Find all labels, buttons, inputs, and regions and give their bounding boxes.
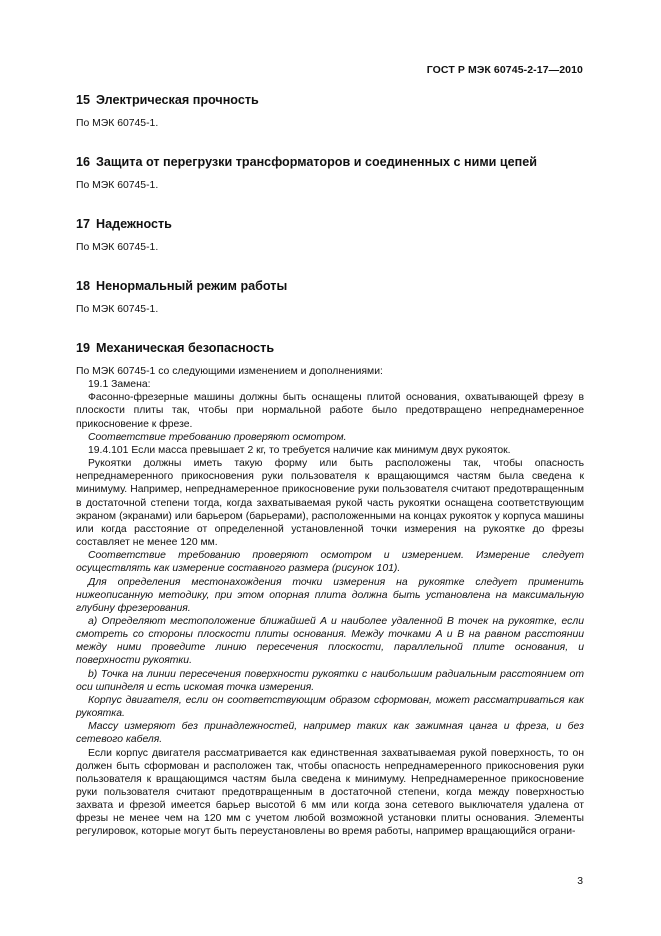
page-number: 3: [577, 876, 583, 887]
document-content: [76, 92, 584, 839]
section-number: 15: [76, 93, 91, 107]
section-16: [76, 154, 584, 192]
section-heading: [76, 154, 584, 170]
section-heading: [76, 216, 584, 232]
compliance-note: Соответствие требованию проверяют осмотром.: [88, 431, 347, 443]
section-15: [76, 92, 584, 130]
section-body: По МЭК 60745-1.: [76, 118, 159, 129]
section-number: 16: [76, 155, 91, 169]
section-heading: [76, 92, 584, 108]
list-item-a: а) Определяют местоположение ближайшей A и наиболее удаленной B точек на рукоятке, если смотреть со стороны плоскости плиты основания. Между точками A и B на равном расстоянии между ними проведите линию пересечения плоскости, параллельной плите основания, и поверхности рукоятки.: [76, 615, 584, 667]
paragraph: Корпус двигателя, если он соответствующим образом сформован, может рассматриваться как рукоятка.: [76, 694, 584, 720]
section-title: Защита от перегрузки трансформаторов и соединенных с ними цепей: [96, 155, 538, 169]
section-title: Электрическая прочность: [96, 93, 259, 107]
section-19: [76, 340, 584, 839]
paragraph: По МЭК 60745-1 со следующими изменением и дополнениями:: [76, 366, 383, 377]
paragraph: Рукоятки должны иметь такую форму или быть расположены так, чтобы опасность непреднамеренного прикосновения руки пользователя к вращающимся частям была сведена к минимуму. Например, непреднамеренное прикосновение руки пользователя считают предотвращенным в достаточной степени тогда, когда захватываемая рукой часть рукоятки оснащена соответствующим экраном (экранами) или барьером (барьерами), расположенными на концах рукояток у корпуса машины или когда расстояние от определенной установленной точки измерения на рукоятке до фрезы составляет не менее 120 мм.: [76, 458, 584, 549]
section-body: По МЭК 60745-1.: [76, 304, 159, 315]
section-number: 17: [76, 217, 91, 231]
section-body: По МЭК 60745-1.: [76, 242, 159, 253]
section-heading: [76, 278, 584, 294]
document-header: ГОСТ Р МЭК 60745-2-17—2010: [426, 64, 583, 76]
paragraph: 19.1 Замена:: [88, 379, 151, 391]
list-item-b: b) Точка на линии пересечения поверхности рукоятки с наибольшим радиальным расстоянием от оси шпинделя и есть искомая точка измерения.: [76, 668, 584, 693]
section-number: 19: [76, 341, 91, 355]
section-18: [76, 278, 584, 316]
section-17: [76, 216, 584, 254]
section-number: 18: [76, 279, 91, 293]
section-title: Ненормальный режим работы: [96, 279, 288, 293]
paragraph: Если корпус двигателя рассматривается как единственная захватываемая рукой поверхность, то он должен быть сформован и расположен так, чтобы опасность непреднамеренного прикосновения руки пользователя к вращающимся частям была сведена к минимуму. Непреднамеренное прикосновение руки пользователя считают предотвращенным в достаточной степени, когда между поверхностью захвата и фрезой имеется барьер высотой 6 мм или когда зона сетевого выключателя удалена от фрезы не менее чем на 120 мм с учетом любой возможной установки плиты основания. Элементы регулировок, которые могут быть переустановлены во время работы, например вращающийся ограни-: [76, 747, 584, 838]
clause-19-4-101: 19.4.101 Если масса превышает 2 кг, то требуется наличие как минимум двух рукояток.: [88, 444, 511, 456]
paragraph: Фасонно-фрезерные машины должны быть оснащены плитой основания, охватывающей фрезу в плоскости плиты так, чтобы при нормальной работе было предотвращено непреднамеренное прикосновение к фрезе.: [76, 392, 584, 430]
paragraph: Массу измеряют без принадлежностей, например таких как зажимная цанга и фреза, и без сетевого кабеля.: [76, 721, 584, 746]
section-heading: [76, 340, 584, 356]
paragraph: Для определения местонахождения точки измерения на рукоятке следует применить нижеописанную методику, при этом опорная плита должна быть установлена на максимальную глубину фрезерования.: [76, 576, 584, 614]
section-title: Надежность: [96, 217, 172, 231]
compliance-note: Соответствие требованию проверяют осмотром и измерением. Измерение следует осуществлять как измерение составного размера (рисунок 101).: [76, 550, 584, 575]
section-title: Механическая безопасность: [96, 341, 275, 355]
section-body: По МЭК 60745-1.: [76, 180, 159, 191]
